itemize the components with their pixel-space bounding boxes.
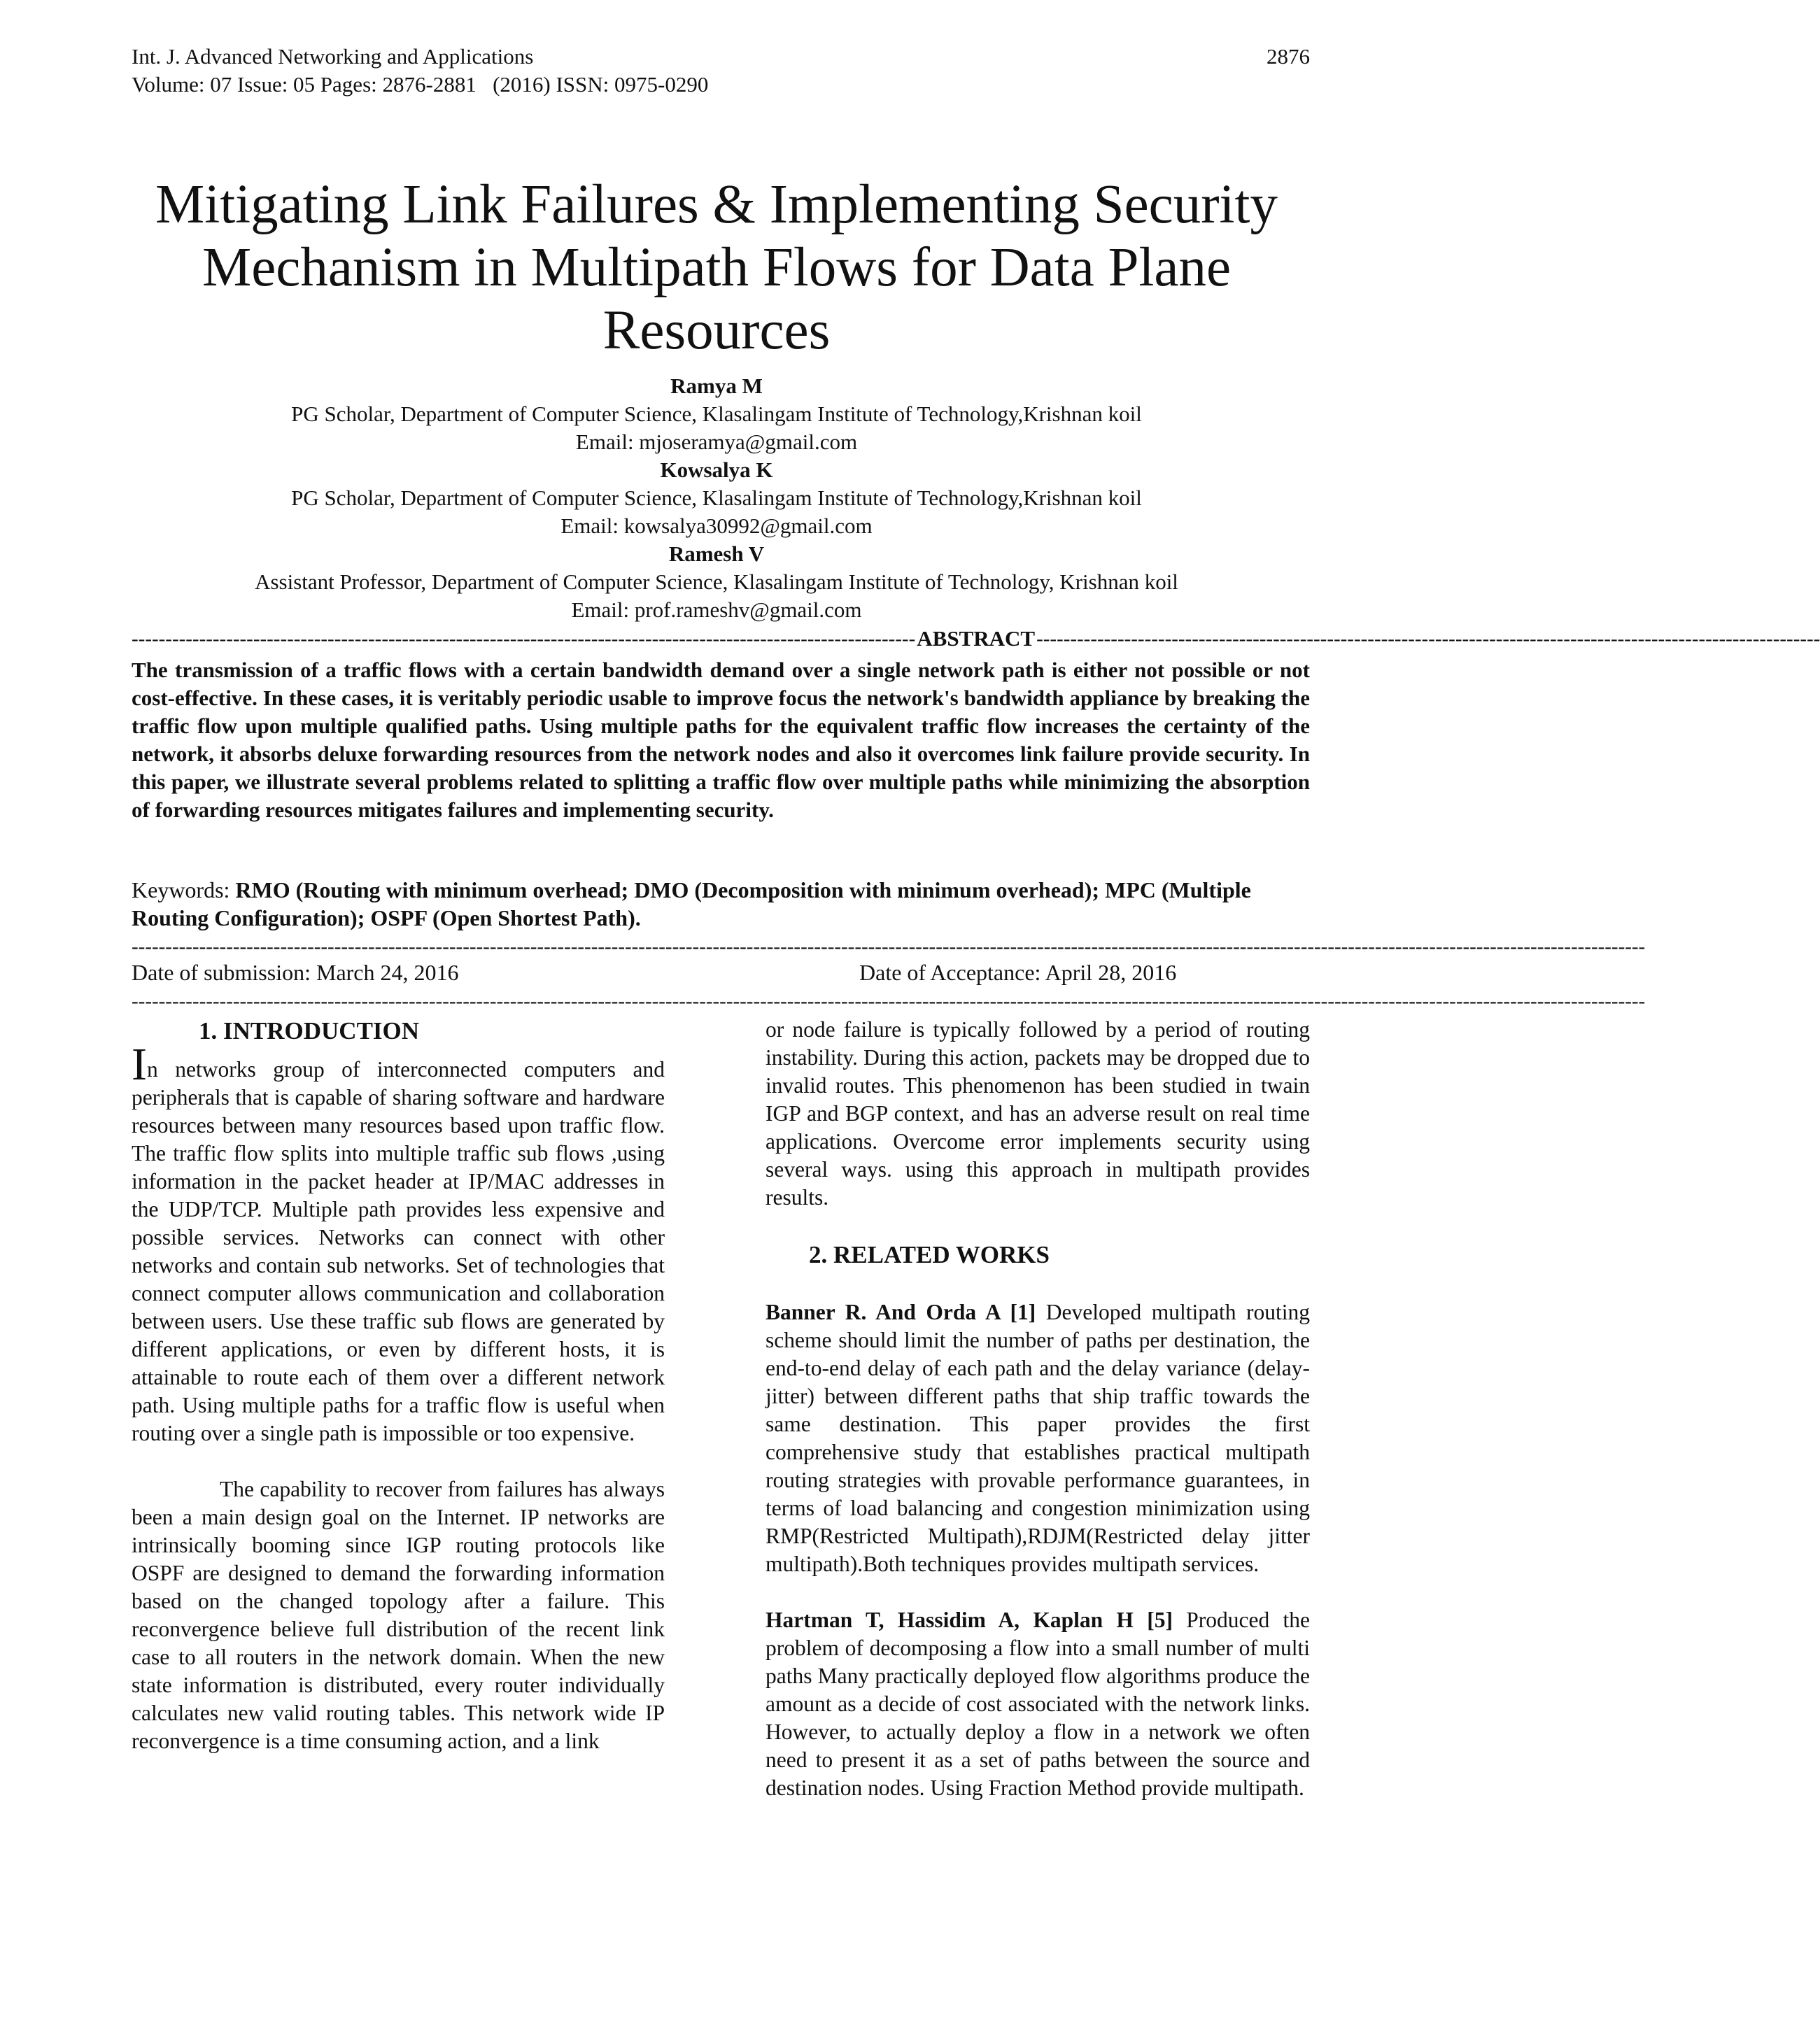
related-work-authors: Banner R. And Orda A [1] — [766, 1300, 1036, 1324]
section-heading-related-works: 2. RELATED WORKS — [809, 1241, 1050, 1268]
author-name: Ramya M — [670, 374, 763, 398]
abstract-text: The transmission of a traffic flows with a certain bandwidth demand over a single network path is either not possible or not cost-effective. In these cases, it is veritably periodic usable to improve focus the network's bandwidth appliance by breaking the traffic flow upon multiple qualified paths. Using multiple paths for the equivalent traffic flow increases the certainty of the network, it absorbs deluxe forwarding resources from the network nodes and also it overcomes link failure provide security. In this paper, we illustrate several problems related to splitting a traffic flow over multiple paths while minimizing the absorption of forwarding resources mitigates failures and implementing security. — [132, 658, 1310, 822]
related-work-text: Produced the problem of decomposing a flow into a small number of multi paths Many practically deployed flow algorithms produce the amount as a decide of cost associated with the network links. However, to actually deploy a flow in a network we often need to present it as a set of paths between the source and destination nodes. Using Fraction Method provide multipath. — [766, 1608, 1310, 1800]
left-column — [132, 1016, 665, 1755]
volume-line: Volume: 07 Issue: 05 Pages: 2876-2881 (2016) ISSN: 0975-0290 — [132, 72, 709, 97]
dash-rule: -------------------------------------------------------------------------------------------------------------------------------------------------------------------------------------------------------------------------------- — [132, 935, 1646, 958]
page-number: 2876 — [1267, 44, 1310, 69]
acceptance-date: Date of Acceptance: April 28, 2016 — [859, 960, 1177, 985]
right-column — [766, 1016, 1310, 1802]
author-block — [126, 372, 1307, 624]
keywords-label: Keywords: — [132, 877, 236, 902]
keywords-text: RMO (Routing with minimum overhead; DMO (Decomposition with minimum overhead); MPC (Multiple Routing Configuration); OSPF (Open Shortest Path). — [132, 877, 1251, 930]
author-affiliation: PG Scholar, Department of Computer Science, Klasalingam Institute of Technology,Krishnan koil — [291, 402, 1142, 426]
dash-rule: -------------------------------------------------------------------------------------------------------------------- — [132, 628, 916, 650]
author-name: Ramesh V — [668, 541, 765, 566]
drop-cap: I — [132, 1039, 147, 1090]
author-email: Email: kowsalya30992@gmail.com — [560, 513, 873, 538]
related-work-authors: Hartman T, Hassidim A, Kaplan H [5] — [766, 1608, 1173, 1632]
journal-name: Int. J. Advanced Networking and Applications — [132, 44, 534, 69]
author-email: Email: mjoseramya@gmail.com — [575, 430, 858, 454]
intro-paragraph-2-continued: or node failure is typically followed by a period of routing instability. During this action, packets may be dropped due to invalid routes. This phenomenon has been studied in twain IGP and BGP context, and has an adverse result on real time applications. Overcome error implements security using several ways. using this approach in multipath provides results. — [766, 1017, 1310, 1210]
related-work-item — [766, 1298, 1310, 1578]
related-work-item — [766, 1606, 1310, 1802]
author-affiliation: Assistant Professor, Department of Computer Science, Klasalingam Institute of Technology, Krishnan koil — [255, 569, 1178, 594]
title-line-1: Mitigating Link Failures & Implementing Security — [155, 174, 1278, 235]
paper-title — [105, 173, 1328, 362]
abstract-heading: ABSTRACT — [917, 626, 1036, 651]
dates-row — [132, 958, 1310, 986]
title-line-2: Mechanism in Multipath Flows for Data Plane — [202, 237, 1232, 298]
abstract-heading-rule — [132, 626, 1820, 651]
intro-paragraph-2: The capability to recover from failures has always been a main design goal on the Internet. IP networks are intrinsically booming since IGP routing protocols like OSPF are designed to demand the forwarding information based on the changed topology after a failure. This reconvergence believe full distribution of the recent link case to all routers in the network domain. When the new state information is distributed, every router individually calculates new valid routing tables. This network wide IP reconvergence is a time consuming action, and a link — [132, 1477, 665, 1753]
keywords — [132, 876, 1310, 932]
dash-rule: -------------------------------------------------------------------------------------------------------------------- — [1036, 628, 1820, 650]
author-name: Kowsalya K — [660, 458, 773, 482]
dash-rule: -------------------------------------------------------------------------------------------------------------------------------------------------------------------------------------------------------------------------------- — [132, 990, 1646, 1012]
intro-paragraph-1 — [132, 1039, 665, 1447]
submission-date: Date of submission: March 24, 2016 — [132, 960, 459, 985]
intro-paragraph-1-text: n networks group of interconnected computers and peripherals that is capable of sharing software and hardware resources between many resources based upon traffic flow. The traffic flow splits into multiple traffic sub flows ,using information in the packet header at IP/MAC addresses in the UDP/TCP. Multiple path provides less expensive and possible services. Networks can connect with other networks and contain sub networks. Set of technologies that connect computer allows communication and collaboration between users. Use these traffic sub flows are generated by different applications, or even by different hosts, it is attainable to route each of them over a different network path. Using multiple paths for a traffic flow is useful when routing over a single path is impossible or too expensive. — [132, 1057, 665, 1445]
author-affiliation: PG Scholar, Department of Computer Science, Klasalingam Institute of Technology,Krishnan koil — [291, 486, 1142, 510]
related-work-text: Developed multipath routing scheme should limit the number of paths per destination, the end-to-end delay of each path and the delay variance (delay-jitter) between different paths that ship traffic towards the same destination. This paper provides the first comprehensive study that establishes practical multipath routing strategies with provable performance guarantees, in terms of load balancing and congestion minimization using RMP(Restricted Multipath),RDJM(Restricted delay jitter multipath).Both techniques provides multipath services. — [766, 1300, 1310, 1576]
title-line-3: Resources — [602, 300, 831, 361]
author-email: Email: prof.rameshv@gmail.com — [571, 597, 862, 622]
section-heading-introduction: 1. INTRODUCTION — [199, 1017, 420, 1044]
